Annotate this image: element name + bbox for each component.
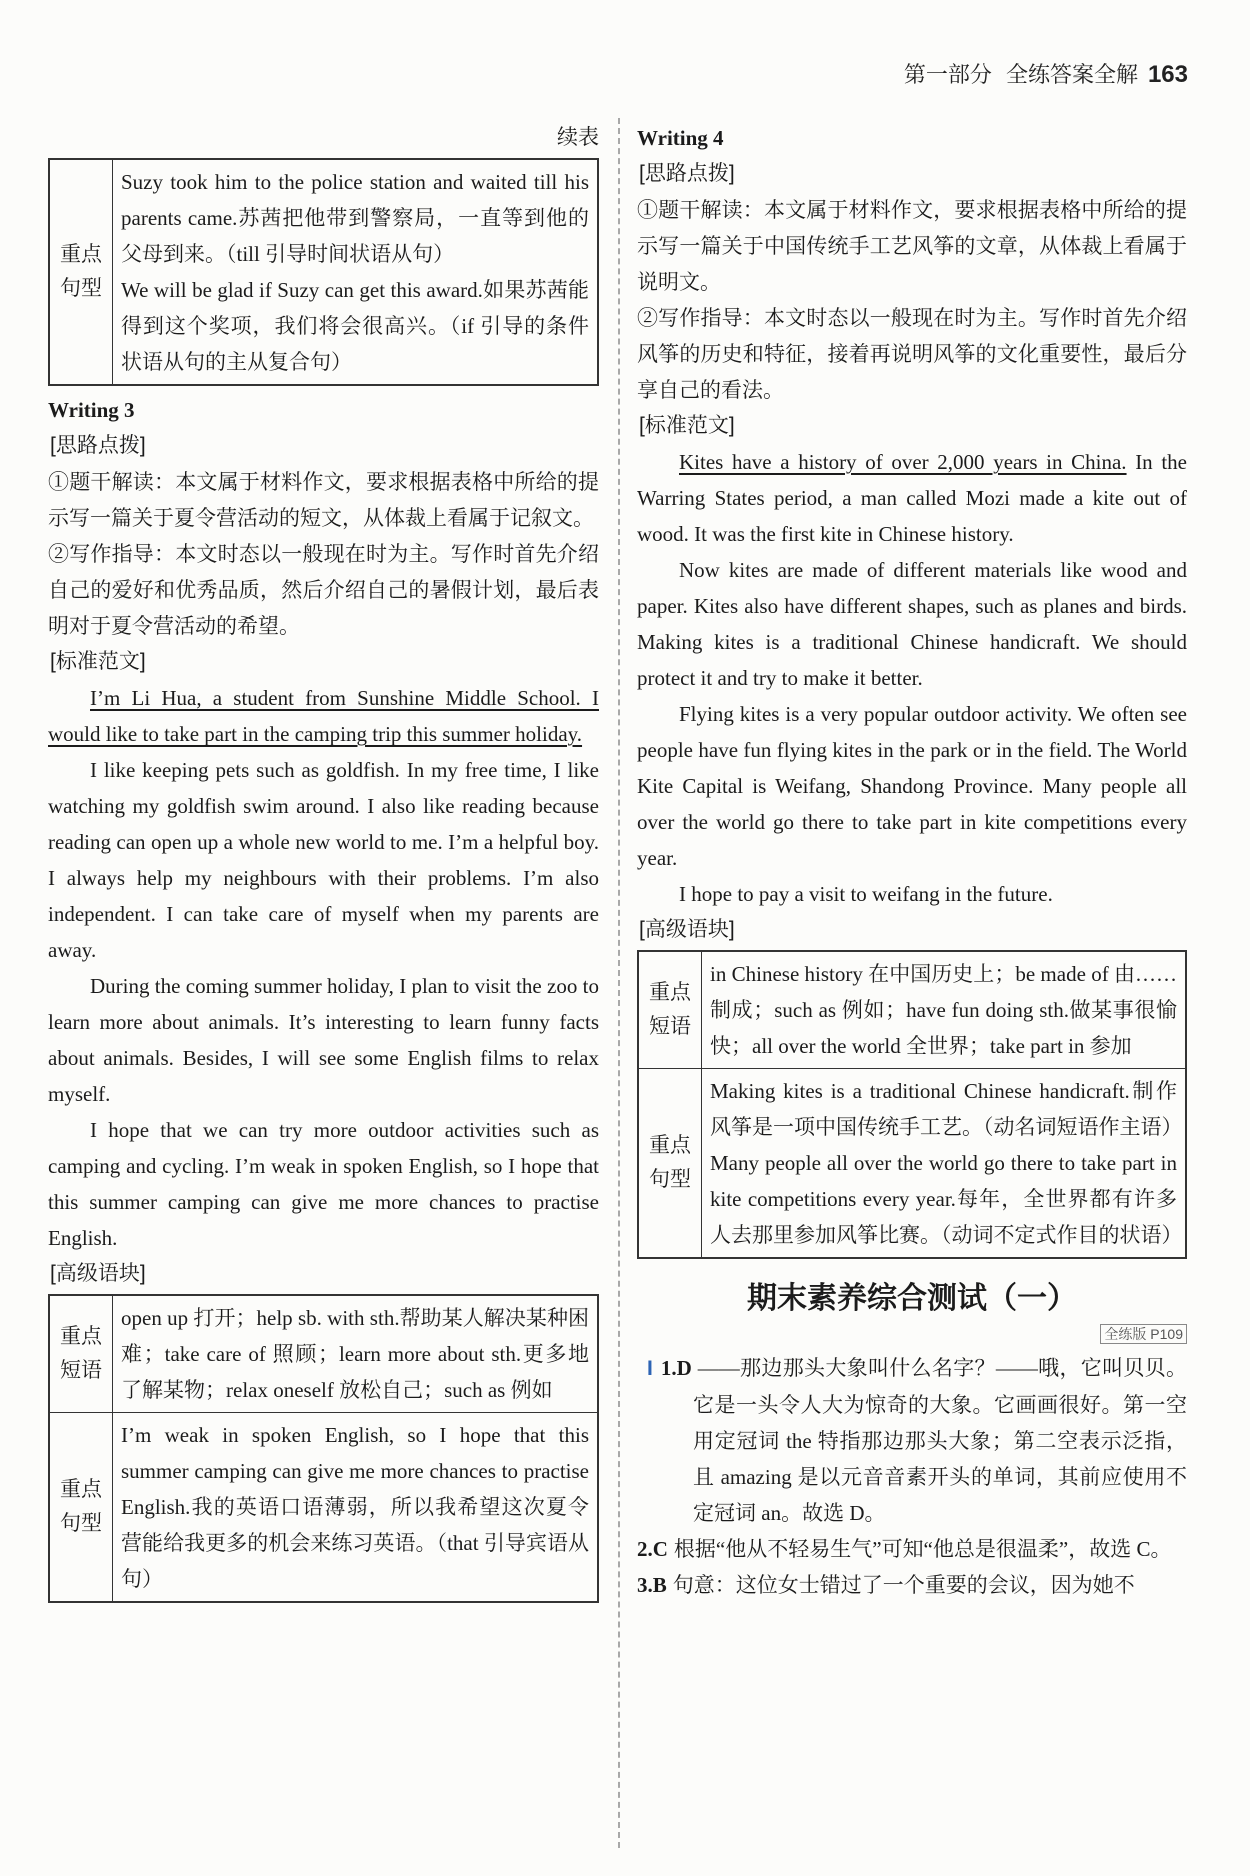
chunks-table bbox=[48, 1294, 599, 1603]
sample-paragraph bbox=[637, 444, 1187, 552]
reference-row bbox=[637, 1321, 1187, 1344]
table-row bbox=[49, 159, 598, 385]
continued-table bbox=[48, 158, 599, 386]
chunks-heading: [高级语块] bbox=[639, 918, 735, 941]
sample-heading: [标准范文] bbox=[639, 414, 735, 437]
answer-number: 2.C bbox=[637, 1537, 668, 1561]
row-content bbox=[113, 1295, 599, 1413]
sample-paragraph: During the coming summer holiday, I plan to visit the zoo to learn more about animals. It’s interesting to learn funny facts about animals. Besides, I will see some English films to relax myself. bbox=[48, 974, 599, 1106]
row-content bbox=[702, 1069, 1187, 1259]
row-content bbox=[113, 159, 599, 385]
answer-number: 1.D bbox=[660, 1356, 692, 1380]
sentence-text: Suzy took him to the police station and waited till his parents came.苏茜把他带到警察局，一直等到他的父母到来。（till 引导时间状语从句） bbox=[121, 170, 589, 266]
row-label: 重点 句型 bbox=[49, 159, 113, 385]
chunks-table bbox=[637, 950, 1187, 1259]
answer-item bbox=[637, 1531, 1187, 1567]
header-title: 全练答案全解 bbox=[1005, 62, 1138, 87]
header-section: 第一部分 bbox=[903, 62, 992, 87]
continued-label: 续表 bbox=[557, 126, 599, 149]
phrase-text: in Chinese history 在中国历史上；be made of 由……制成；such as 例如；have fun doing sth.做某事很愉快；all over the world 全世界；take part in 参加 bbox=[710, 962, 1177, 1058]
answer-explanation: 根据“他从不轻易生气”可知“他总是很温柔”，故选 C。 bbox=[673, 1537, 1172, 1561]
sample-paragraph: Now kites are made of different materials like wood and paper. Kites also have different shapes, such as planes and birds. Making kites is a traditional Chinese handicraft. We should protect it and try to make it better. bbox=[637, 558, 1187, 690]
table-row bbox=[49, 1295, 598, 1413]
answer-item bbox=[637, 1350, 1187, 1531]
tip-item: ①题干解读：本文属于材料作文，要求根据表格中所给的提示写一篇关于中国传统手工艺风筝的文章，从体裁上看属于说明文。 bbox=[637, 198, 1187, 294]
table-row bbox=[638, 1069, 1186, 1259]
table-row bbox=[49, 1413, 598, 1603]
test-title: 期末素养综合测试（一） bbox=[747, 1282, 1077, 1315]
sample-paragraph: I hope that we can try more outdoor activities such as camping and cycling. I’m weak in spoken English, so I hope that this summer camping can give me more chances to practise English. bbox=[48, 1118, 599, 1250]
left-column bbox=[48, 120, 599, 1607]
sample-paragraph: I hope to pay a visit to weifang in the future. bbox=[679, 882, 1053, 906]
sentence-text: I’m weak in spoken English, so I hope that this summer camping can give me more chances to practise English.我的英语口语薄弱，所以我希望这次夏令营能给我更多的机会来练习英语。（that 引导宾语从句） bbox=[121, 1423, 589, 1591]
answer-item bbox=[637, 1567, 1187, 1603]
page-header bbox=[904, 60, 1188, 90]
phrase-text: open up 打开；help sb. with sth.帮助某人解决某种困难；take care of 照顾；learn more about sth.更多地了解某物；relax oneself 放松自己；such as 例如 bbox=[121, 1306, 589, 1402]
right-column bbox=[637, 120, 1187, 1603]
sample-paragraph: I like keeping pets such as goldfish. In my free time, I like watching my goldfish swim around. I also like reading because reading can open up a whole new world to me. I’m a helpful boy. I always help my neighbours with their problems. I’m also independent. I can take care of myself when my parents are away. bbox=[48, 758, 599, 962]
column-divider bbox=[618, 118, 620, 1848]
row-content bbox=[113, 1413, 599, 1603]
tip-item: ②写作指导：本文时态以一般现在时为主。写作时首先介绍风筝的历史和特征，接着再说明风筝的文化重要性，最后分享自己的看法。 bbox=[637, 306, 1187, 402]
writing-3-title: Writing 3 bbox=[48, 398, 135, 422]
answer-number: 3.B bbox=[637, 1573, 667, 1597]
tip-item: ①题干解读：本文属于材料作文，要求根据表格中所给的提示写一篇关于夏令营活动的短文，从体裁上看属于记叙文。 bbox=[48, 470, 599, 530]
paragraph-rest: In the Warring States period, a man called Mozi made a kite out of wood. It was the first kite in Chinese history. bbox=[637, 450, 1187, 546]
sample-heading: [标准范文] bbox=[50, 650, 146, 673]
writing-4-title: Writing 4 bbox=[637, 126, 724, 150]
row-label: 重点 句型 bbox=[638, 1069, 702, 1259]
chunks-heading: [高级语块] bbox=[50, 1262, 146, 1285]
row-label: 重点 短语 bbox=[49, 1295, 113, 1413]
tip-item: ②写作指导：本文时态以一般现在时为主。写作时首先介绍自己的爱好和优秀品质，然后介绍自己的暑假计划，最后表明对于夏令营活动的希望。 bbox=[48, 542, 599, 638]
underlined-sentence: I’m Li Hua, a student from Sunshine Middle School. I would like to take part in the camping trip this summer holiday. bbox=[48, 686, 599, 746]
underlined-sentence: Kites have a history of over 2,000 years in China. bbox=[679, 450, 1127, 474]
sample-paragraph bbox=[48, 680, 599, 752]
page-number: 163 bbox=[1147, 61, 1188, 88]
tips-heading: [思路点拨] bbox=[639, 162, 735, 185]
table-row bbox=[638, 951, 1186, 1069]
sentence-text: Making kites is a traditional Chinese handicraft.制作风筝是一项中国传统手工艺。（动名词短语作主语） bbox=[710, 1079, 1183, 1139]
tips-heading: [思路点拨] bbox=[50, 434, 146, 457]
reference-badge: 全练版 P109 bbox=[1100, 1324, 1187, 1344]
row-label: 重点 短语 bbox=[638, 951, 702, 1069]
row-label: 重点 句型 bbox=[49, 1413, 113, 1603]
row-content bbox=[702, 951, 1187, 1069]
section-marker: I bbox=[647, 1357, 653, 1380]
sentence-text: We will be glad if Suzy can get this award.如果苏茜能得到这个奖项，我们将会很高兴。（if 引导的条件状语从句的主从复合句） bbox=[121, 278, 589, 374]
sample-paragraph: Flying kites is a very popular outdoor activity. We often see people have fun flying kites in the park or in the field. The World Kite Capital is Weifang, Shandong Province. Many people all over the world go there to take part in kite competitions every year. bbox=[637, 702, 1187, 870]
sentence-text: Many people all over the world go there to take part in kite competitions every year.每年，全世界都有许多人去那里参加风筝比赛。（动词不定式作目的状语） bbox=[710, 1151, 1183, 1247]
answer-explanation: ——那边那头大象叫什么名字？——哦，它叫贝贝。它是一头令人大为惊奇的大象。它画画很好。第一空用定冠词 the 特指那边那头大象；第二空表示泛指，且 amazing 是以元音音素开头的单词，其前应使用不定冠词 an。故选 D。 bbox=[693, 1356, 1187, 1525]
answer-explanation: 句意：这位女士错过了一个重要的会议，因为她不 bbox=[672, 1573, 1135, 1597]
